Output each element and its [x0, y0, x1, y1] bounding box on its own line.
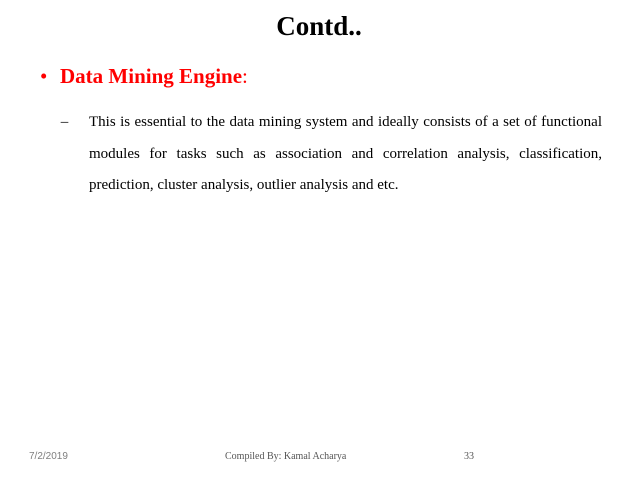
footer-page-number: 33 [464, 451, 474, 462]
bullet-heading-suffix: : [242, 64, 248, 88]
sub-bullet-marker: – [60, 114, 69, 130]
slide-title: Contd.. [276, 11, 362, 41]
footer-date: 7/2/2019 [29, 451, 68, 462]
footer-credit: Compiled By: Kamal Acharya [225, 451, 347, 462]
bullet-heading: Data Mining Engine [60, 64, 243, 88]
bullet-marker: • [40, 64, 48, 88]
main-bullet [40, 62, 248, 90]
sub-bullet-text: This is essential to the data mining system and ideally consists of a set of functional modules for tasks such as association and correlation analysis, classification, prediction, cluster analysis, outlier analysis and etc. [89, 114, 602, 193]
sub-bullet [40, 107, 602, 202]
